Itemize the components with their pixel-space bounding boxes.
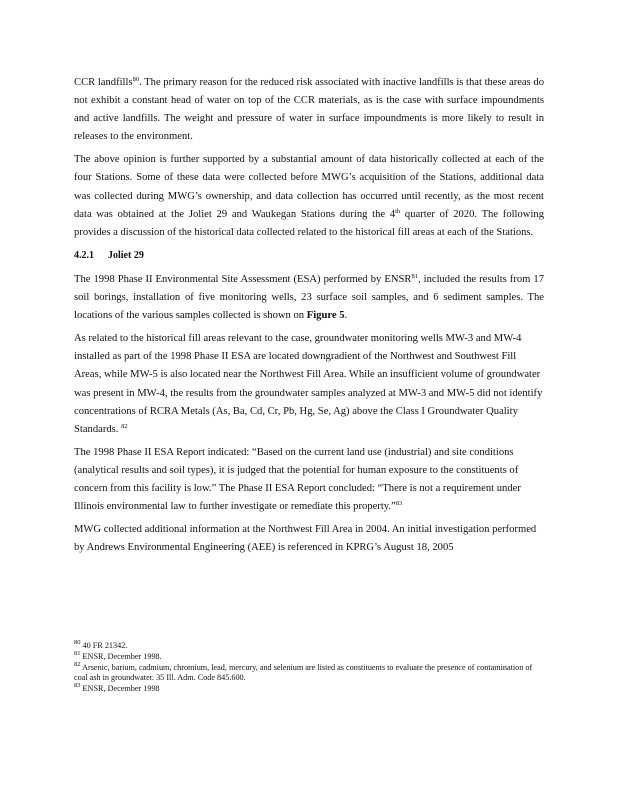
section-number: 4.2.1 xyxy=(74,249,94,261)
figure-reference: Figure 5 xyxy=(306,310,345,322)
paragraph-text: quarter of 2020. The following provides a discussion of the historical data collected related to the historical fill areas at each of the Stations. xyxy=(74,208,544,238)
paragraph-data-support xyxy=(74,151,544,241)
footnotes xyxy=(74,641,544,695)
paragraph-text: The 1998 Phase II ESA Report indicated: “Based on the current land use (industrial) and site conditions (analytical results and soil types), it is judged that the potential for human exposure to the constituents of concern from this facility is low.” The Phase II ESA Report concluded: “There is not a requirement under Illinois environmental law to further investigate or remediate this property.” xyxy=(74,446,521,513)
paragraph-monitoring-wells xyxy=(74,330,544,439)
ordinal-suffix: th xyxy=(395,207,401,215)
footnote-ref: 82 xyxy=(121,422,128,430)
footnote-number: 83 xyxy=(74,682,81,690)
footnote xyxy=(74,641,544,652)
footnote-number: 81 xyxy=(74,649,81,657)
footnote xyxy=(74,649,544,663)
footnote-text: 40 FR 21342. xyxy=(82,641,128,650)
footnote-text: ENSR, December 1998 xyxy=(82,684,160,694)
footnote-number: 80 xyxy=(74,639,81,646)
paragraph-text: As related to the historical fill areas relevant to the case, groundwater monitoring wells MW-3 and MW-4 installed as part of the 1998 Phase II ESA are located downgradient of the Northwest and Southwest Fill Areas, while MW-5 is also located near the Northwest Fill Area. While an insufficient volume of groundwater was present in MW-4, the results from the groundwater samples analyzed at MW-3 and MW-5 did not identify concentrations of RCRA Metals (As, Ba, Cd, Cr, Pb, Hg, Se, Ag) above the Class I Groundwater Quality Standards. xyxy=(74,333,543,435)
paragraph-northwest-fill xyxy=(74,521,544,557)
section-title: Joliet 29 xyxy=(108,249,144,261)
footnote-number: 82 xyxy=(74,660,81,668)
paragraph-text: , included the results from 17 soil borings, installation of five monitoring wells, 23 surface soil samples, and 6 sediment samples. The locations of the various samples collected is shown on xyxy=(74,273,545,322)
paragraph-esa-report xyxy=(74,444,544,516)
paragraph-text: . The primary reason for the reduced risk associated with inactive landfills is that these areas do not exhibit a constant head of water on top of the CCR materials, as is the case with surface impoundments and active landfills. The weight and pressure of water in surface impoundments is more likely to result in releases to the environment. xyxy=(74,77,544,143)
footnote xyxy=(74,684,544,695)
footnote-text: ENSR, December 1998. xyxy=(82,651,162,661)
body-text xyxy=(74,74,544,562)
paragraph-ccr-landfills xyxy=(74,74,544,146)
footnote-ref: 81 xyxy=(411,272,418,280)
footnote-ref: 83 xyxy=(395,500,403,508)
paragraph-text: MWG collected additional information at the Northwest Fill Area in 2004. An initial investigation performed by Andrews Environmental Engineering (AEE) is referenced in KPRG’s August 18, 2005 xyxy=(74,524,537,554)
paragraph-text: . xyxy=(344,310,348,322)
footnote-ref: 80 xyxy=(132,76,140,83)
paragraph-text: The above opinion is further supported by a substantial amount of data historically collected at each of the four Stations. Some of these data were collected before MWG’s acquisition of the Stations, additional data was collected during MWG’s ownership, and data collection has occurred until recently, as the most recent data was obtained at the Joliet 29 and Waukegan Stations during the 4 xyxy=(74,154,544,220)
paragraph-phase-ii-esa xyxy=(74,271,544,325)
footnote xyxy=(74,660,544,685)
paragraph-text: CCR landfills xyxy=(74,77,133,88)
section-heading xyxy=(74,247,544,265)
paragraph-text: The 1998 Phase II Environmental Site Assessment (ESA) performed by ENSR xyxy=(74,273,412,285)
footnote-text: Arsenic, barium, cadmium, chromium, lead, mercury, and selenium are listed as constituents to evaluate the presence of contamination of coal ash in groundwater. 35 Ill. Adm. Code 845.600. xyxy=(74,662,533,683)
